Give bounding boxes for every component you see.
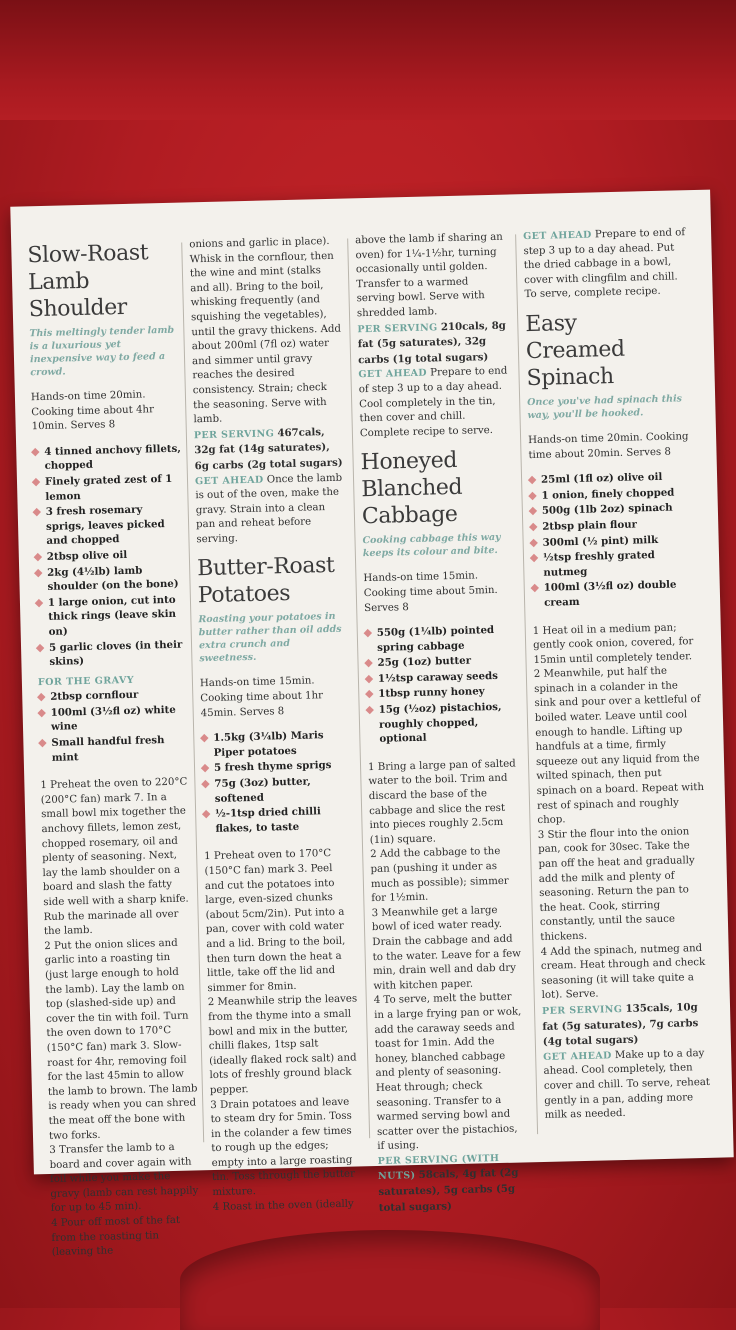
- recipe-title-lamb: Slow-Roast Lamb Shoulder: [27, 240, 149, 323]
- method-text: 1 Bring a large pan of salted water to the boil. Trim and discard the base of the cabbage and slice the rest into pieces roughly 2.5cm (1in) square. 2 Add the cabbage to the pan (pushing it under as much as possible); simmer for 1½min. 3 Meanwhile get a large bowl of iced water ready. Drain the cabbage and add to the water. Leave for a few min, drain well and dab dry with kitchen paper. 4 To serve, melt the butter in a large frying pan or wok, add the caraway seeds and toast for 1min. Add the honey, blanched cabbage and plenty of seasoning. Heat through; check seasoning. Transfer to a warmed serving bowl and scatter over the pistachios, if using.: [367, 758, 522, 1153]
- per-serving: PER SERVING 135cals, 10g fat (5g saturates), 7g carbs (4g total sugars): [541, 1001, 699, 1049]
- ingredient-list: [529, 469, 700, 610]
- ingredient-item: 5 fresh thyme sprigs: [202, 758, 352, 776]
- ingredient-item: Small handful fresh mint: [39, 733, 190, 766]
- per-serving-nuts: PER SERVING (WITH NUTS) 58cals, 4g fat (2g saturates), 5g carbs (5g total sugars): [377, 1152, 519, 1214]
- ingredient-item: 1 large onion, cut into thick rings (leave skin on): [36, 592, 187, 639]
- ingredient-list: [201, 728, 354, 837]
- ingredient-item: Finely grated zest of 1 lemon: [33, 472, 184, 505]
- per-serving: PER SERVING 467cals, 32g fat (14g saturates), 6g carbs (2g total sugars): [193, 425, 343, 473]
- get-ahead: GET AHEAD Once the lamb is out of the oven, make the gravy. Strain into a clean pan and reheat before serving.: [194, 472, 343, 546]
- ingredient-item: 2kg (4½lb) lamb shoulder (on the bone): [35, 562, 186, 595]
- ingredient-list: [32, 441, 187, 670]
- ingredient-item: 550g (1¼lb) pointed spring cabbage: [365, 623, 516, 656]
- recipe-subtitle: Cooking cabbage this way keeps its colour and bite.: [362, 532, 501, 560]
- ingredient-item: 100ml (3½fl oz) white wine: [38, 702, 189, 735]
- ingredient-item: 5 garlic cloves (in their skins): [37, 637, 188, 670]
- ingredient-item: 3 fresh rosemary sprigs, leaves picked and chopped: [34, 502, 185, 549]
- column-potatoes: [189, 235, 361, 1213]
- ingredient-item: 1.5kg (3¼lb) Maris Piper potatoes: [201, 728, 352, 761]
- chair-backrest: [0, 0, 736, 120]
- chair-seat-edge: [180, 1230, 600, 1330]
- column-cabbage: [355, 231, 527, 1214]
- method-text: 1 Heat oil in a medium pan; gently cook onion, covered, for 15min until completely tender. 2 Meanwhile, put half the spinach in a colander in the sink and pour over a kettleful of boiled water. Leave until cool enough to handle. Lifting up handfuls at a time, firmly squeeze out any liquid from the wilted spinach, then put spinach on a board. Repeat with rest of spinach and roughly chop. 3 Stir the flour into the onion pan, cook for 30sec. Take the pan off the heat and gradually add the milk and plenty of seasoning. Return the pan to the heat. Cook, stirring constantly, until the sauce thickens. 4 Add the spinach, nutmeg and cream. Heat through and check seasoning (it will take quite a lot). Serve.: [532, 622, 706, 1002]
- get-ahead: GET AHEAD Make up to a day ahead. Cool completely, then cover and chill. To serve, reheat gently in a pan, adding more milk as needed.: [543, 1047, 711, 1122]
- column-lamb: [27, 239, 199, 1259]
- recipe-meta: Hands-on time 20min. Cooking time about 20min. Serves 8: [528, 431, 689, 461]
- recipe-subtitle: Roasting your potatoes in butter rather than oil adds extra crunch and sweetness.: [198, 611, 342, 665]
- recipe-title-potatoes: Butter-Roast Potatoes: [196, 553, 335, 609]
- ingredient-item: 100ml (3½fl oz) double cream: [532, 577, 701, 610]
- ingredient-item: 25g (1oz) butter: [365, 653, 515, 671]
- ingredient-item: 1½tsp caraway seeds: [366, 668, 516, 686]
- recipe-title-cabbage: Honeyed Blanched Cabbage: [360, 448, 463, 530]
- per-serving: PER SERVING 210cals, 8g fat (5g saturates), 32g carbs (1g total sugars): [357, 319, 506, 366]
- ingredient-item: ½tsp freshly grated nutmeg: [531, 547, 700, 580]
- recipe-title-spinach: Easy Creamed Spinach: [525, 310, 625, 392]
- ingredient-item: 1tbsp runny honey: [366, 684, 516, 702]
- ingredient-item: 15g (½oz) pistachios, roughly chopped, optional: [367, 700, 518, 747]
- ingredient-item: 25ml (1fl oz) olive oil: [529, 469, 697, 488]
- ingredient-item: 300ml (½ pint) milk: [530, 532, 698, 551]
- method-continued: above the lamb if sharing an oven) for 1¼-1½hr, turning occasionally until golden. Transfer to a warmed serving bowl. Serve with shredded lamb.: [355, 231, 503, 320]
- get-ahead: GET AHEAD Prepare to end of step 3 up to a day ahead. Cool completely in the tin, then cover and chill. Complete recipe to serve.: [358, 365, 508, 439]
- ingredient-list-gravy: [38, 687, 190, 766]
- recipe-subtitle: This meltingly tender lamb is a luxurious yet inexpensive way to feed a crowd.: [29, 324, 175, 379]
- recipe-meta: Hands-on time 15min. Cooking time about 1hr 45min. Serves 8: [199, 675, 324, 719]
- ingredient-list: [365, 623, 518, 747]
- ingredient-item: 2tbsp plain flour: [530, 516, 698, 535]
- recipe-meta: Hands-on time 20min. Cooking time about 4hr 10min. Serves 8: [30, 389, 155, 433]
- method-text: 1 Preheat the oven to 220°C (200°C fan) mark 7. In a small bowl mix together the anchovy fillets, lemon zest, chopped rosemary, oil and plenty of seasoning. Next, lay the lamb shoulder on a board and slash the fatty side well with a sharp knife. Rub the marinade all over the lamb. 2 Put the onion slices and garlic into a roasting tin (just large enough to hold the lamb). Lay the lamb on top (slashed-side up) and cover the tin with foil. Turn the oven down to 170°C (150°C fan) mark 3. Slow-roast for 4hr, removing foil for the last 45min to allow the lamb to brown. The lamb is ready when you can shred the meat off the bone with two forks. 3 Transfer the lamb to a board and cover again with foil while you make the gravy (lamb can rest happily for up to 45 min). 4 Pour off most of the fat from the roasting tin (leaving the: [40, 776, 199, 1259]
- recipe-subtitle: Once you've had spinach this way, you'll be hooked.: [527, 393, 683, 422]
- ingredient-item: 1 onion, finely chopped: [529, 485, 697, 504]
- ingredient-item: ½-1tsp dried chilli flakes, to taste: [203, 804, 354, 837]
- method-continued: onions and garlic in place). Whisk in the cornflour, then the wine and mint (stalks and all). Bring to the boil, whisking frequently (and squishing the vegetables), until the gravy thickens. Add about 200ml (7fl oz) water and simmer until gravy reaches the desired consistency. Strain; check the seasoning. Serve with lamb.: [189, 235, 342, 426]
- ingredient-item: 2tbsp cornflour: [38, 687, 188, 705]
- ingredient-item: 2tbsp olive oil: [35, 546, 185, 564]
- section-heading-gravy: FOR THE GRAVY: [37, 674, 135, 688]
- ingredient-item: 75g (3oz) butter, softened: [202, 774, 353, 807]
- ingredient-item: 4 tinned anchovy fillets, chopped: [32, 441, 183, 474]
- get-ahead: GET AHEAD Prepare to end of step 3 up to a day ahead. Put the dried cabbage in a bowl, cover with clingfilm and chill. To serve, complete recipe.: [523, 227, 686, 301]
- column-spinach: [523, 226, 713, 1142]
- recipe-meta: Hands-on time 15min. Cooking time about 5min. Serves 8: [363, 570, 498, 614]
- method-text: 1 Preheat oven to 170°C (150°C fan) mark 3. Peel and cut the potatoes into large, even-sized chunks (about 5cm/2in). Put into a pan, cover with cold water and a lid. Bring to the boil, then turn down the heat a little, take off the lid and simmer for 8min. 2 Meanwhile strip the leaves from the thyme into a small bowl and mix in the butter, chilli flakes, 1tsp salt (ideally flaked rock salt) and lots of freshly ground black pepper. 3 Drain potatoes and leave to steam dry for 5min. Toss in the colander a few times to rough up the edges; empty into a large roasting tin. Toss through the butter mixture. 4 Roast in the oven (ideally: [204, 848, 358, 1213]
- ingredient-item: 500g (1lb 2oz) spinach: [530, 500, 698, 519]
- recipe-page: [10, 190, 733, 1259]
